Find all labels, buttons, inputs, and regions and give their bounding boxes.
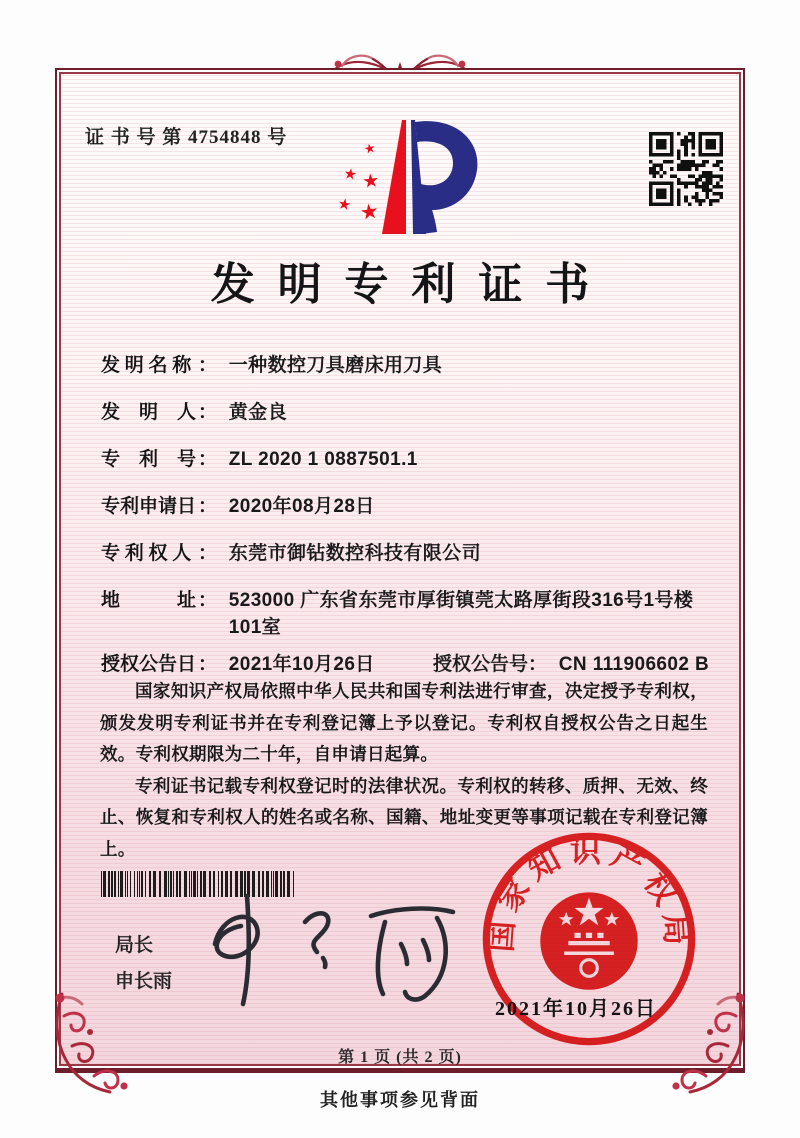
seal-date: 2021年10月26日 [495,998,657,1020]
seal-text: 国家知识产权局 [483,834,695,954]
field-label: 专 利 号 [101,449,197,470]
svg-text:★: ★ [358,198,381,225]
field-label: 专 利 权 人 [101,543,192,564]
field-value: 2021年10月26日 [228,654,375,675]
field-row-grant: 授权公告日 ： 2021年10月26日 授权公告号： CN 111906602 B [101,651,721,678]
bottom-right-ornament [642,988,754,1100]
field-row-patent-number: 专 利 号 ： ZL 2020 1 0887501.1 [101,446,721,473]
field-value: 一种数控刀具磨床用刀具 [228,355,443,376]
legal-paragraph: 国家知识产权局依照中华人民共和国专利法进行审查，决定授予专利权，颁发发明专利证书并在专利登记簿上予以登记。专利权自授权公告之日起生效。专利权期限为二十年，自申请日起算。 [100,681,708,764]
svg-text:★: ★ [342,164,359,184]
svg-text:★: ★ [336,194,353,215]
field-value: 2020年08月28日 [228,496,375,517]
field-value: 东莞市御钻数控科技有限公司 [228,543,481,564]
certificate-frame [55,68,745,1073]
legal-paragraph: 专利证书记载专利权登记时的法律状况。专利权的转移、质押、无效、终止、恢复和专利权人的姓名或名称、国籍、地址变更等事项记载在专利登记簿上。 [100,775,708,859]
field-row-filing-date: 专利申请日 ： 2020年08月28日 [101,493,721,520]
director-signature [185,882,475,1017]
director-title: 局长 [115,935,154,956]
field-label: 发 明 名 称 [101,355,192,376]
field-label: 地 址 [101,590,197,611]
national-emblem-icon [540,892,637,989]
field-value: 523000 广东省东莞市厚街镇莞太路厚街段316号1号楼101室 [228,590,694,638]
svg-text:★: ★ [362,140,378,158]
field-row-invention-name: 发 明 名 称 ： 一种数控刀具磨床用刀具 [101,352,721,379]
page-number: 第 1 页 (共 2 页) [338,1049,462,1066]
field-row-inventor: 发 明 人 ： 黄金良 [101,399,721,426]
field-label: 专利申请日 [101,496,197,517]
certificate-number: 证 书 号 第 4754848 号 [85,127,288,148]
field-label: 授权公告日 [101,654,197,675]
grant-number-pair: 授权公告号： CN 111906602 B [433,651,709,678]
svg-text:★: ★ [361,169,381,193]
back-note: 其他事项参见背面 [320,1090,480,1110]
certificate-title: 发明专利证书 [210,260,613,309]
field-label: 授权公告号 [433,654,529,675]
fields-section [101,352,721,698]
bottom-left-ornament [46,988,158,1100]
field-label: 发 明 人 [101,402,197,423]
field-value: ZL 2020 1 0887501.1 [228,449,418,470]
cnipa-logo-icon [325,108,500,248]
field-value: 黄金良 [228,402,287,423]
qr-code [635,118,737,220]
field-row-patentee: 专 利 权 人 ： 东莞市御钻数控科技有限公司 [101,540,721,567]
director-name: 申长雨 [115,971,173,992]
field-value: CN 111906602 B [558,654,710,675]
field-row-address: 地 址 ： 523000 广东省东莞市厚街镇莞太路厚街段316号1号楼101室 [101,587,721,641]
